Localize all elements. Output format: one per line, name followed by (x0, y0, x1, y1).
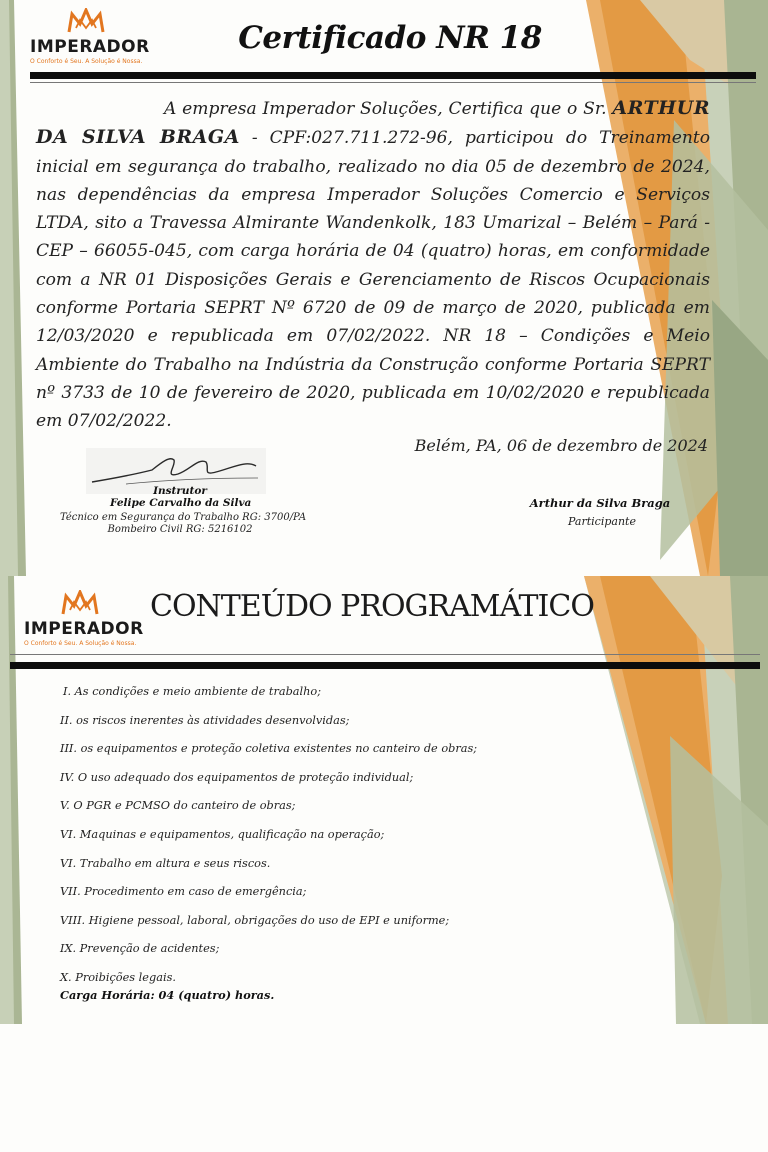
list-item: II. os riscos inerentes às atividades desenvolvidas; (60, 713, 350, 727)
instructor-role: Instrutor (153, 485, 207, 497)
instructor-name: Felipe Carvalho da Silva (110, 497, 252, 509)
list-item: V. O PGR e PCMSO do canteiro de obras; (60, 799, 296, 813)
crown-icon (60, 590, 100, 618)
list-item: VI. Trabalho em altura e seus riscos. (60, 856, 271, 870)
crown-icon (66, 8, 106, 36)
content-title: CONTEÚDO PROGRAMÁTICO (150, 589, 594, 624)
list-item: IX. Prevenção de acidentes; (60, 942, 220, 956)
list-item: VI. Maquinas e equipamentos, qualificação na operação; (60, 827, 385, 841)
certificate-body (36, 94, 710, 436)
header-divider-thin (30, 82, 756, 83)
logo-wordmark-2: IMPERADOR (24, 619, 144, 639)
list-item: X. Proibições legais. (60, 970, 176, 984)
issue-date: Belém, PA, 06 de dezembro de 2024 (414, 436, 708, 455)
company-logo-2 (24, 590, 144, 650)
logo-wordmark: IMPERADOR (30, 37, 150, 57)
content-divider-thin (10, 654, 760, 655)
logo-tagline: O Conforto é Seu. A Solução é Nossa. (30, 58, 143, 65)
program-items-list (60, 678, 620, 993)
participant-signature-name: Arthur da Silva Braga (529, 496, 671, 510)
list-item: IV. O uso adequado dos equipamentos de proteção individual; (60, 770, 414, 784)
logo-tagline-2: O Conforto é Seu. A Solução é Nossa. (24, 640, 137, 647)
company-logo (30, 8, 150, 68)
participant-name: ARTHUR DA SILVA BRAGA (36, 97, 710, 149)
content-divider (10, 662, 760, 669)
header-divider (30, 72, 756, 79)
list-item: VII. Procedimento em caso de emergência; (60, 885, 307, 899)
body-rest: - CPF:027.711.272-96, participou do Treinamento inicial em segurança do trabalho, realizado no dia 05 de dezembro de 2024, nas dependências da empresa Imperador Soluções Comercio e Serviços LTDA, sito a Travessa Almirante Wandenkolk, 183 Umarizal – Belém – Pará - CEP – 66055-045, com carga horária de 04 (quatro) horas, em conformidade com a NR 01 Disposições Gerais e Gerenciamento de Riscos Ocupacionais conforme Portaria SEPRT Nº 6720 de 09 de março de 2020, publicada em 12/03/2020 e republicada em 07/02/2022. NR 18 – Condições e Meio Ambiente do Trabalho na Indústria da Construção conforme Portaria SEPRT nº 3733 de 10 de fevereiro de 2020, publicada em 10/02/2020 e republicada em 07/02/2022. (36, 128, 710, 432)
instructor-credential-1: Técnico em Segurança do Trabalho RG: 3700/PA (60, 512, 307, 523)
list-item: III. os equipamentos e proteção coletiva existentes no canteiro de obras; (60, 742, 478, 756)
participant-signature-role: Participante (568, 515, 636, 528)
list-item: VIII. Higiene pessoal, laboral, obrigações do uso de EPI e uniforme; (60, 913, 450, 927)
workload-summary: Carga Horária: 04 (quatro) horas. (60, 988, 275, 1002)
body-intro: A empresa Imperador Soluções, Certifica que o Sr. (164, 99, 607, 119)
instructor-credential-2: Bombeiro Civil RG: 5216102 (107, 524, 253, 535)
certificate-title: Certificado NR 18 (238, 20, 542, 56)
program-content-page (0, 576, 768, 1152)
list-item: I. As condições e meio ambiente de trabalho; (63, 685, 322, 698)
